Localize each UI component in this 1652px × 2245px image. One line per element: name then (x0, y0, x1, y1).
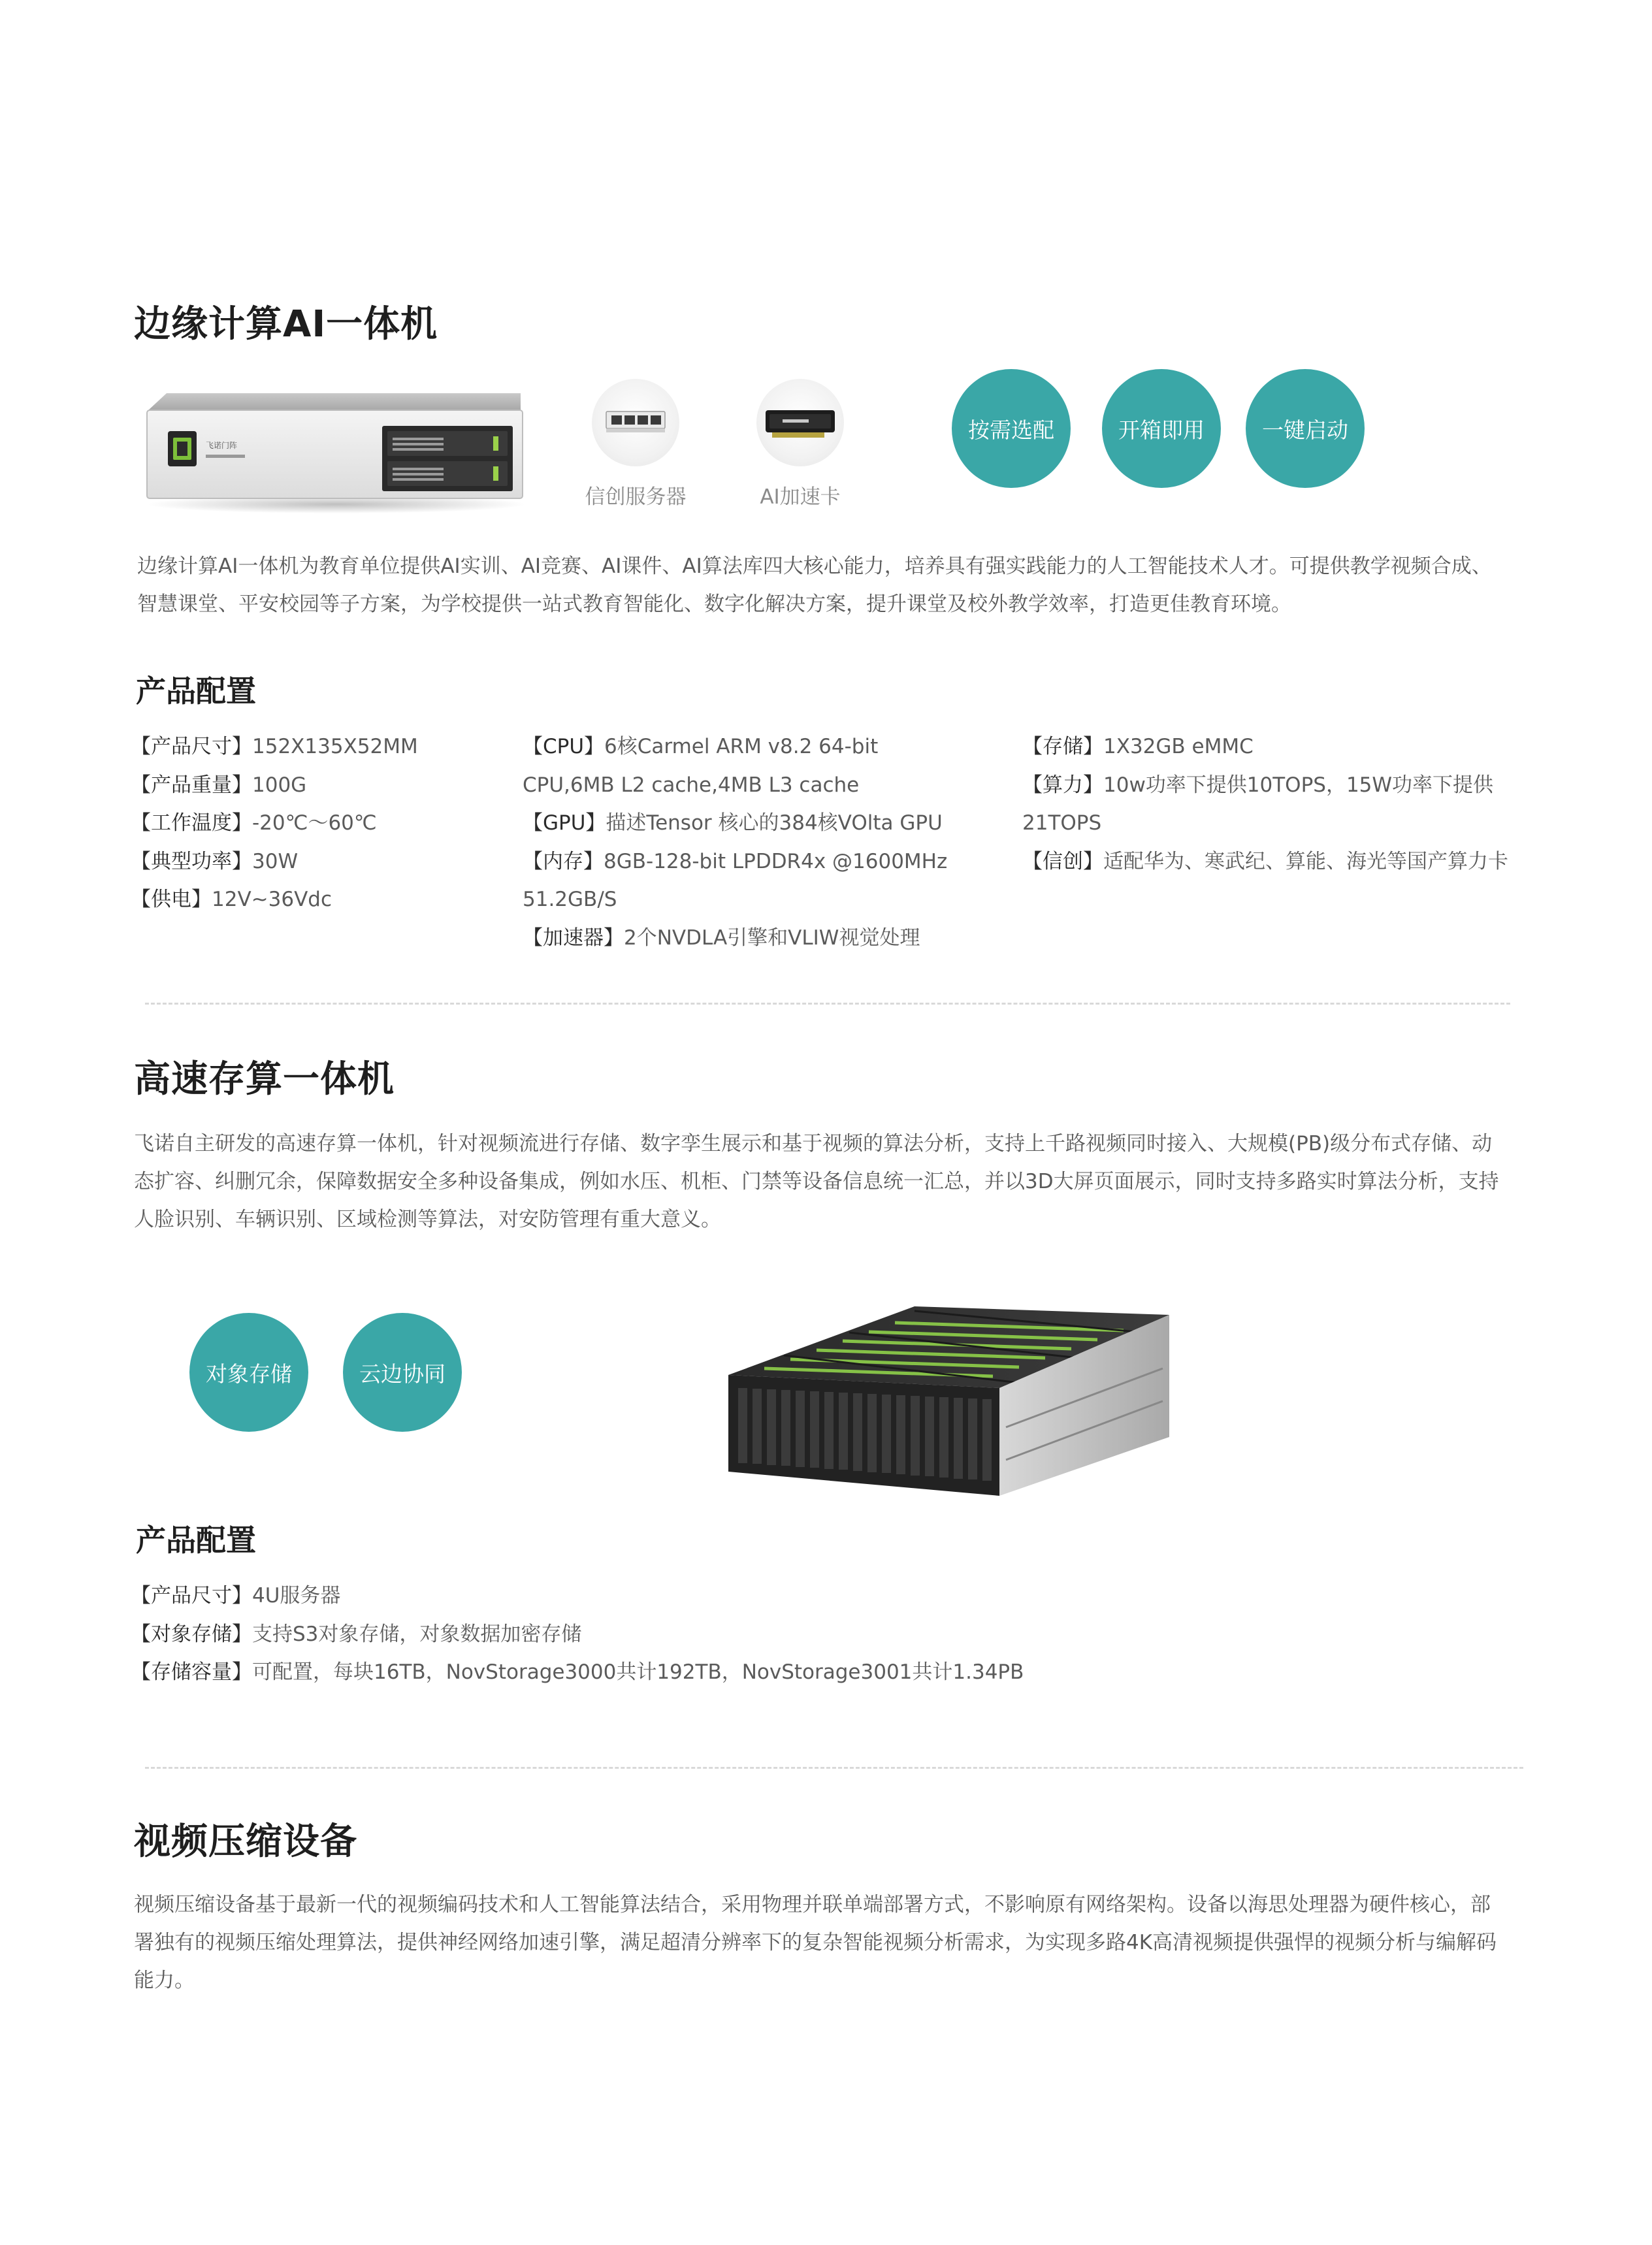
spec-row: 51.2GB/S (523, 888, 617, 911)
spec-row: 【产品尺寸】152X135X52MM (131, 735, 418, 758)
feature-badge-one-click-start: 一键启动 (1246, 369, 1365, 488)
feature-badge-cloud-edge: 云边协同 (343, 1313, 462, 1432)
spec-row: 21TOPS (1022, 811, 1102, 835)
feature-badge-object-storage: 对象存储 (189, 1313, 308, 1432)
server-thumbnail-icon (592, 379, 679, 466)
section2-spec-list (131, 1577, 1502, 1692)
section3-title: 视频压缩设备 (134, 1820, 357, 1863)
spec-row: 【加速器】2个NVDLA引擎和VLIW视觉处理 (523, 926, 920, 950)
spec-row: 【内存】8GB-128-bit LPDDR4x @1600MHz (523, 849, 948, 873)
spec-row: 【产品重量】100G (131, 773, 307, 797)
section1-config-title: 产品配置 (136, 673, 256, 709)
spec-row: 【GPU】描述Tensor 核心的384核VOlta GPU (523, 811, 943, 835)
section1-spec-col1 (131, 728, 496, 919)
section1-spec-col2 (523, 728, 980, 957)
spec-row: 【典型功率】30W (131, 849, 299, 873)
spec-row: CPU,6MB L2 cache,4MB L3 cache (523, 773, 860, 797)
spec-row: 【产品尺寸】4U服务器 (131, 1584, 341, 1607)
section-divider (145, 1767, 1523, 1769)
spec-row: 【CPU】6核Carmel ARM v8.2 64-bit (523, 735, 879, 758)
section1-spec-col3 (1022, 728, 1519, 880)
section1-title: 边缘计算AI一体机 (134, 303, 438, 346)
section2-title: 高速存算一体机 (134, 1058, 395, 1101)
spec-row: 【存储容量】可配置，每块16TB，NovStorage3000共计192TB，NovStorage3001共计1.34PB (131, 1660, 1024, 1684)
spec-row: 【工作温度】-20℃～60℃ (131, 811, 377, 835)
edge-ai-box-image (140, 385, 532, 516)
spec-row: 【对象存储】支持S3对象存储，对象数据加密存储 (131, 1622, 582, 1646)
storage-server-image (719, 1297, 1176, 1512)
spec-row: 【存储】1X32GB eMMC (1022, 735, 1254, 758)
server-thumbnail-label: 信创服务器 (585, 485, 687, 509)
section2-config-title: 产品配置 (136, 1523, 256, 1558)
section3-description: 视频压缩设备基于最新一代的视频编码技术和人工智能算法结合，采用物理并联单端部署方式，不影响原有网络架构。设备以海思处理器为硬件核心，部署独有的视频压缩处理算法，提供神经网络加速引擎，满足超清分辨率下的复杂智能视频分析需求，为实现多路4K高清视频提供强悍的视频分析与编解码能力。 (134, 1893, 1497, 1992)
section2-description: 飞诺自主研发的高速存算一体机，针对视频流进行存储、数字孪生展示和基于视频的算法分析，支持上千路视频同时接入、大规模(PB)级分布式存储、动态扩容、纠删冗余，保障数据安全多种设备集成，例如水压、机柜、门禁等设备信息统一汇总，并以3D大屏页面展示，同时支持多路实时算法分析，支持人脸识别、车辆识别、区域检测等算法，对安防管理有重大意义。 (134, 1132, 1499, 1231)
accelerator-card-thumbnail-icon (756, 379, 844, 466)
spec-row: 【信创】适配华为、寒武纪、算能、海光等国产算力卡 (1022, 849, 1508, 873)
device-brand-label: 飞诺门阵 (206, 441, 238, 450)
feature-badge-on-demand: 按需选配 (952, 369, 1071, 488)
feature-badge-ready-to-use: 开箱即用 (1102, 369, 1221, 488)
section1-description: 边缘计算AI一体机为教育单位提供AI实训、AI竞赛、AI课件、AI算法库四大核心能力，培养具有强实践能力的人工智能技术人才。可提供教学视频合成、智慧课堂、平安校园等子方案，为学校提供一站式教育智能化、数字化解决方案，提升课堂及校外教学效率，打造更佳教育环境。 (137, 555, 1492, 616)
accelerator-card-thumbnail-label: AI加速卡 (760, 485, 841, 509)
spec-row: 【算力】10w功率下提供10TOPS，15W功率下提供 (1022, 773, 1494, 797)
section-divider (145, 1003, 1510, 1005)
spec-row: 【供电】12V~36Vdc (131, 888, 332, 911)
